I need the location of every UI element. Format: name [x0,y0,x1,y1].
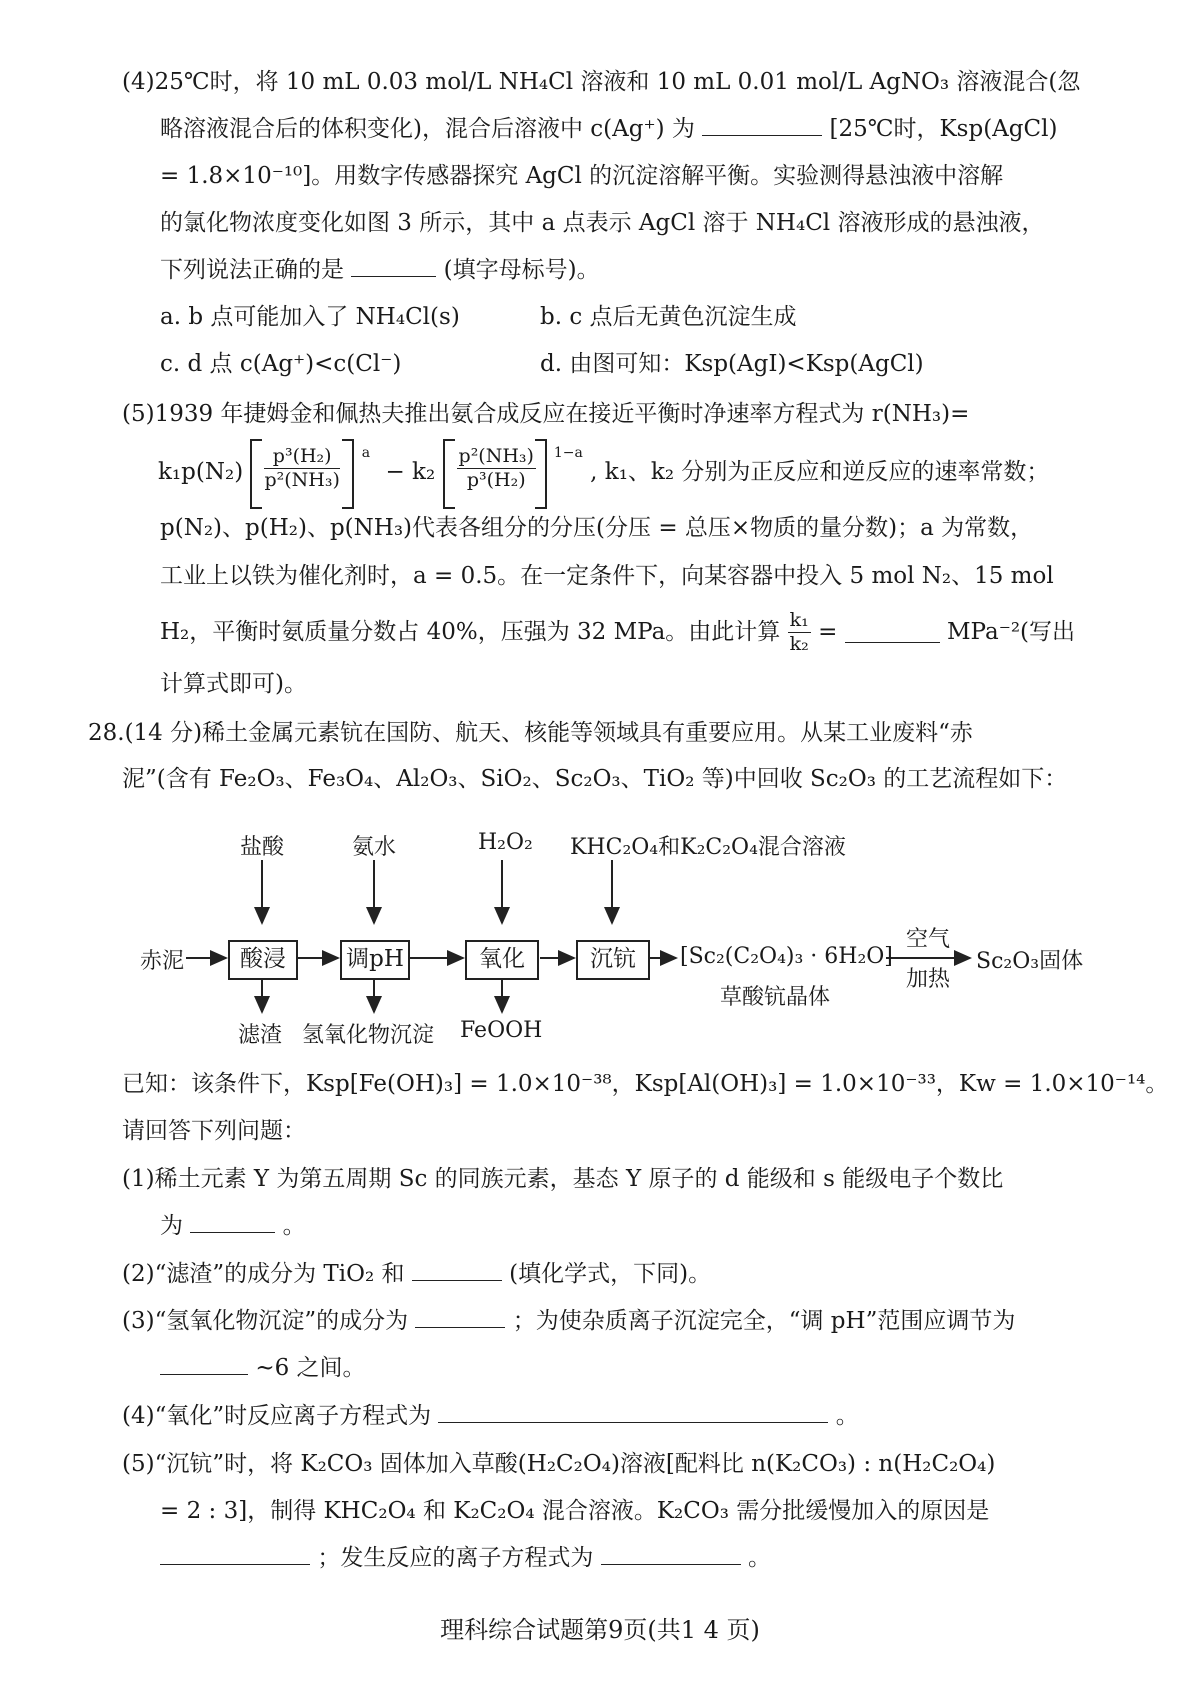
q28-line2: 泥”(含有 Fe₂O₃、Fe₃O₄、Al₂O₃、SiO₂、Sc₂O₃、TiO₂ 等)中回收 Sc₂O₃ 的工艺流程如下： [122,766,1068,792]
fraction-1-denominator: p²(NH₃) [264,469,340,491]
known-constants: 已知：该条件下，Ksp[Fe(OH)₃] = 1.0×10⁻³⁸，Ksp[Al(OH)₃] = 1.0×10⁻³³，Kw = 1.0×10⁻¹⁴。 [122,1071,1169,1097]
fraction-2-numerator: p²(NH₃) [458,445,534,467]
step-acid-leach: 酸浸 [228,940,298,980]
input-oxalate-mixture: KHC₂O₄和K₂C₂O₄混合溶液 [570,835,846,860]
s3-tail: ；为使杂质离子沉淀完全，“调 pH”范围应调节为 [512,1308,1016,1334]
s1-line2-end: 。 [282,1213,306,1239]
k-ratio-denominator: k₂ [789,632,809,655]
s2-line [122,1258,711,1290]
q4-line4: 的氯化物浓度变化如图 3 所示，其中 a 点表示 AgCl 溶于 NH₄Cl 溶液形成的悬浊液， [160,210,1045,236]
answer-blank-electron-ratio[interactable] [190,1212,275,1233]
answer-blank-reason[interactable] [160,1544,310,1565]
input-h2o2: H₂O₂ [478,830,533,855]
answer-blank-ph-range[interactable] [160,1354,248,1375]
s5-line3-text: ；发生反应的离子方程式为 [317,1545,594,1571]
q4-line5-tail: (填字母标号)。 [443,257,600,283]
s5-line1: (5)“沉钪”时，将 K₂CO₃ 固体加入草酸(H₂C₂O₄)溶液[配料比 n(K₂CO₃) : n(H₂C₂O₄) [122,1451,996,1477]
input-ammonia: 氨水 [352,835,397,860]
s3-line2-text: ~6 之间。 [255,1355,366,1381]
step-scandium-precipitation: 沉钪 [576,940,650,980]
q4-option-d: d. 由图可知：Ksp(AgI)<Ksp(AgCl) [540,351,924,377]
s3-line1 [122,1305,1015,1337]
s1-line2 [160,1210,306,1242]
step-adjust-ph: 调pH [340,940,410,980]
answer-prompt: 请回答下列问题： [122,1118,306,1144]
rate-tail: , k₁、k₂ 分别为正反应和逆反应的速率常数； [590,459,1050,485]
equals-sign: = [818,619,838,645]
s3-text: (3)“氢氧化物沉淀”的成分为 [122,1308,409,1334]
minus-k2: − k₂ [385,459,436,485]
exponent-a: a [361,445,371,461]
condition-heat: 加热 [906,967,951,992]
answer-blank-oxidation-equation[interactable] [438,1402,828,1423]
q4-option-b: b. c 点后无黄色沉淀生成 [540,304,797,330]
output-feooh: FeOOH [460,1018,543,1043]
rate-k1p: k₁p(N₂) [158,459,244,485]
answer-blank-hydroxide[interactable] [415,1307,505,1328]
s2-tail: (填化学式，下同)。 [509,1261,712,1287]
exponent-1-minus-a: 1−a [553,445,583,461]
answer-blank-residue[interactable] [412,1260,502,1281]
q4-line3: = 1.8×10⁻¹⁰]。用数字传感器探究 AgCl 的沉淀溶解平衡。实验测得悬浊液中溶解 [160,163,1004,189]
q5-line5-text: H₂，平衡时氨质量分数占 40%，压强为 32 MPa。由此计算 [160,619,781,645]
s3-line2 [160,1352,366,1384]
q4-line1: (4)25℃时，将 10 mL 0.03 mol/L NH₄Cl 溶液和 10 mL 0.01 mol/L AgNO₃ 溶液混合(忽 [122,69,1081,95]
start-red-mud: 赤泥 [140,949,185,974]
s4-text: (4)“氧化”时反应离子方程式为 [122,1403,432,1429]
k-ratio-numerator: k₁ [789,608,809,631]
output-filter-residue: 滤渣 [238,1023,283,1048]
q4-line2-tail: [25℃时，Ksp(AgCl) [829,116,1058,142]
q4-line2-text: 略溶液混合后的体积变化)，混合后溶液中 c(Ag⁺) 为 [160,116,695,142]
s1-line2-text: 为 [160,1213,183,1239]
final-sc2o3: Sc₂O₃固体 [976,949,1084,974]
q4-option-a: a. b 点可能加入了 NH₄Cl(s) [160,304,460,330]
product-scandium-oxalate: [Sc₂(C₂O₄)₃ · 6H₂O] [680,944,893,969]
condition-air: 空气 [906,927,951,952]
s4-line [122,1400,859,1432]
fraction-2-denominator: p³(H₂) [466,469,526,491]
s1-line1: (1)稀土元素 Y 为第五周期 Sc 的同族元素，基态 Y 原子的 d 能级和 s 能级电子个数比 [122,1166,1004,1192]
output-hydroxide-precipitate: 氢氧化物沉淀 [302,1023,435,1048]
s2-text: (2)“滤渣”的成分为 TiO₂ 和 [122,1261,405,1287]
answer-blank-ionic-equation[interactable] [601,1544,741,1565]
q4-line5-text: 下列说法正确的是 [160,257,344,283]
q5-line5-unit: MPa⁻²(写出 [946,619,1076,645]
s4-end: 。 [835,1403,859,1429]
q5-line3: p(N₂)、p(H₂)、p(NH₃)代表各组分的分压(分压 = 总压×物质的量分数)；a 为常数， [160,515,1034,541]
product-scandium-oxalate-name: 草酸钪晶体 [720,985,831,1010]
s5-line3-end: 。 [747,1545,771,1571]
fraction-1-numerator: p³(H₂) [264,447,339,469]
step-oxidation: 氧化 [465,940,539,980]
q5-line1: (5)1939 年捷姆金和佩热夫推出氨合成反应在接近平衡时净速率方程式为 r(NH₃)= [122,401,970,427]
q4-option-c: c. d 点 c(Ag⁺)<c(Cl⁻) [160,351,402,377]
q28-line1: 28.(14 分)稀土金属元素钪在国防、航天、核能等领域具有重要应用。从某工业废料“赤 [88,720,973,746]
page-footer: 理科综合试题第9页(共1 4 页) [440,1616,760,1644]
s5-line2: = 2 : 3]，制得 KHC₂O₄ 和 K₂C₂O₄ 混合溶液。K₂CO₃ 需分批缓慢加入的原因是 [160,1498,990,1524]
q5-line4: 工业上以铁为催化剂时，a = 0.5。在一定条件下，向某容器中投入 5 mol N₂、15 mol [160,563,1054,589]
s5-line3 [160,1542,771,1574]
input-hydrochloric-acid: 盐酸 [240,835,285,860]
q5-line6: 计算式即可)。 [160,671,307,697]
